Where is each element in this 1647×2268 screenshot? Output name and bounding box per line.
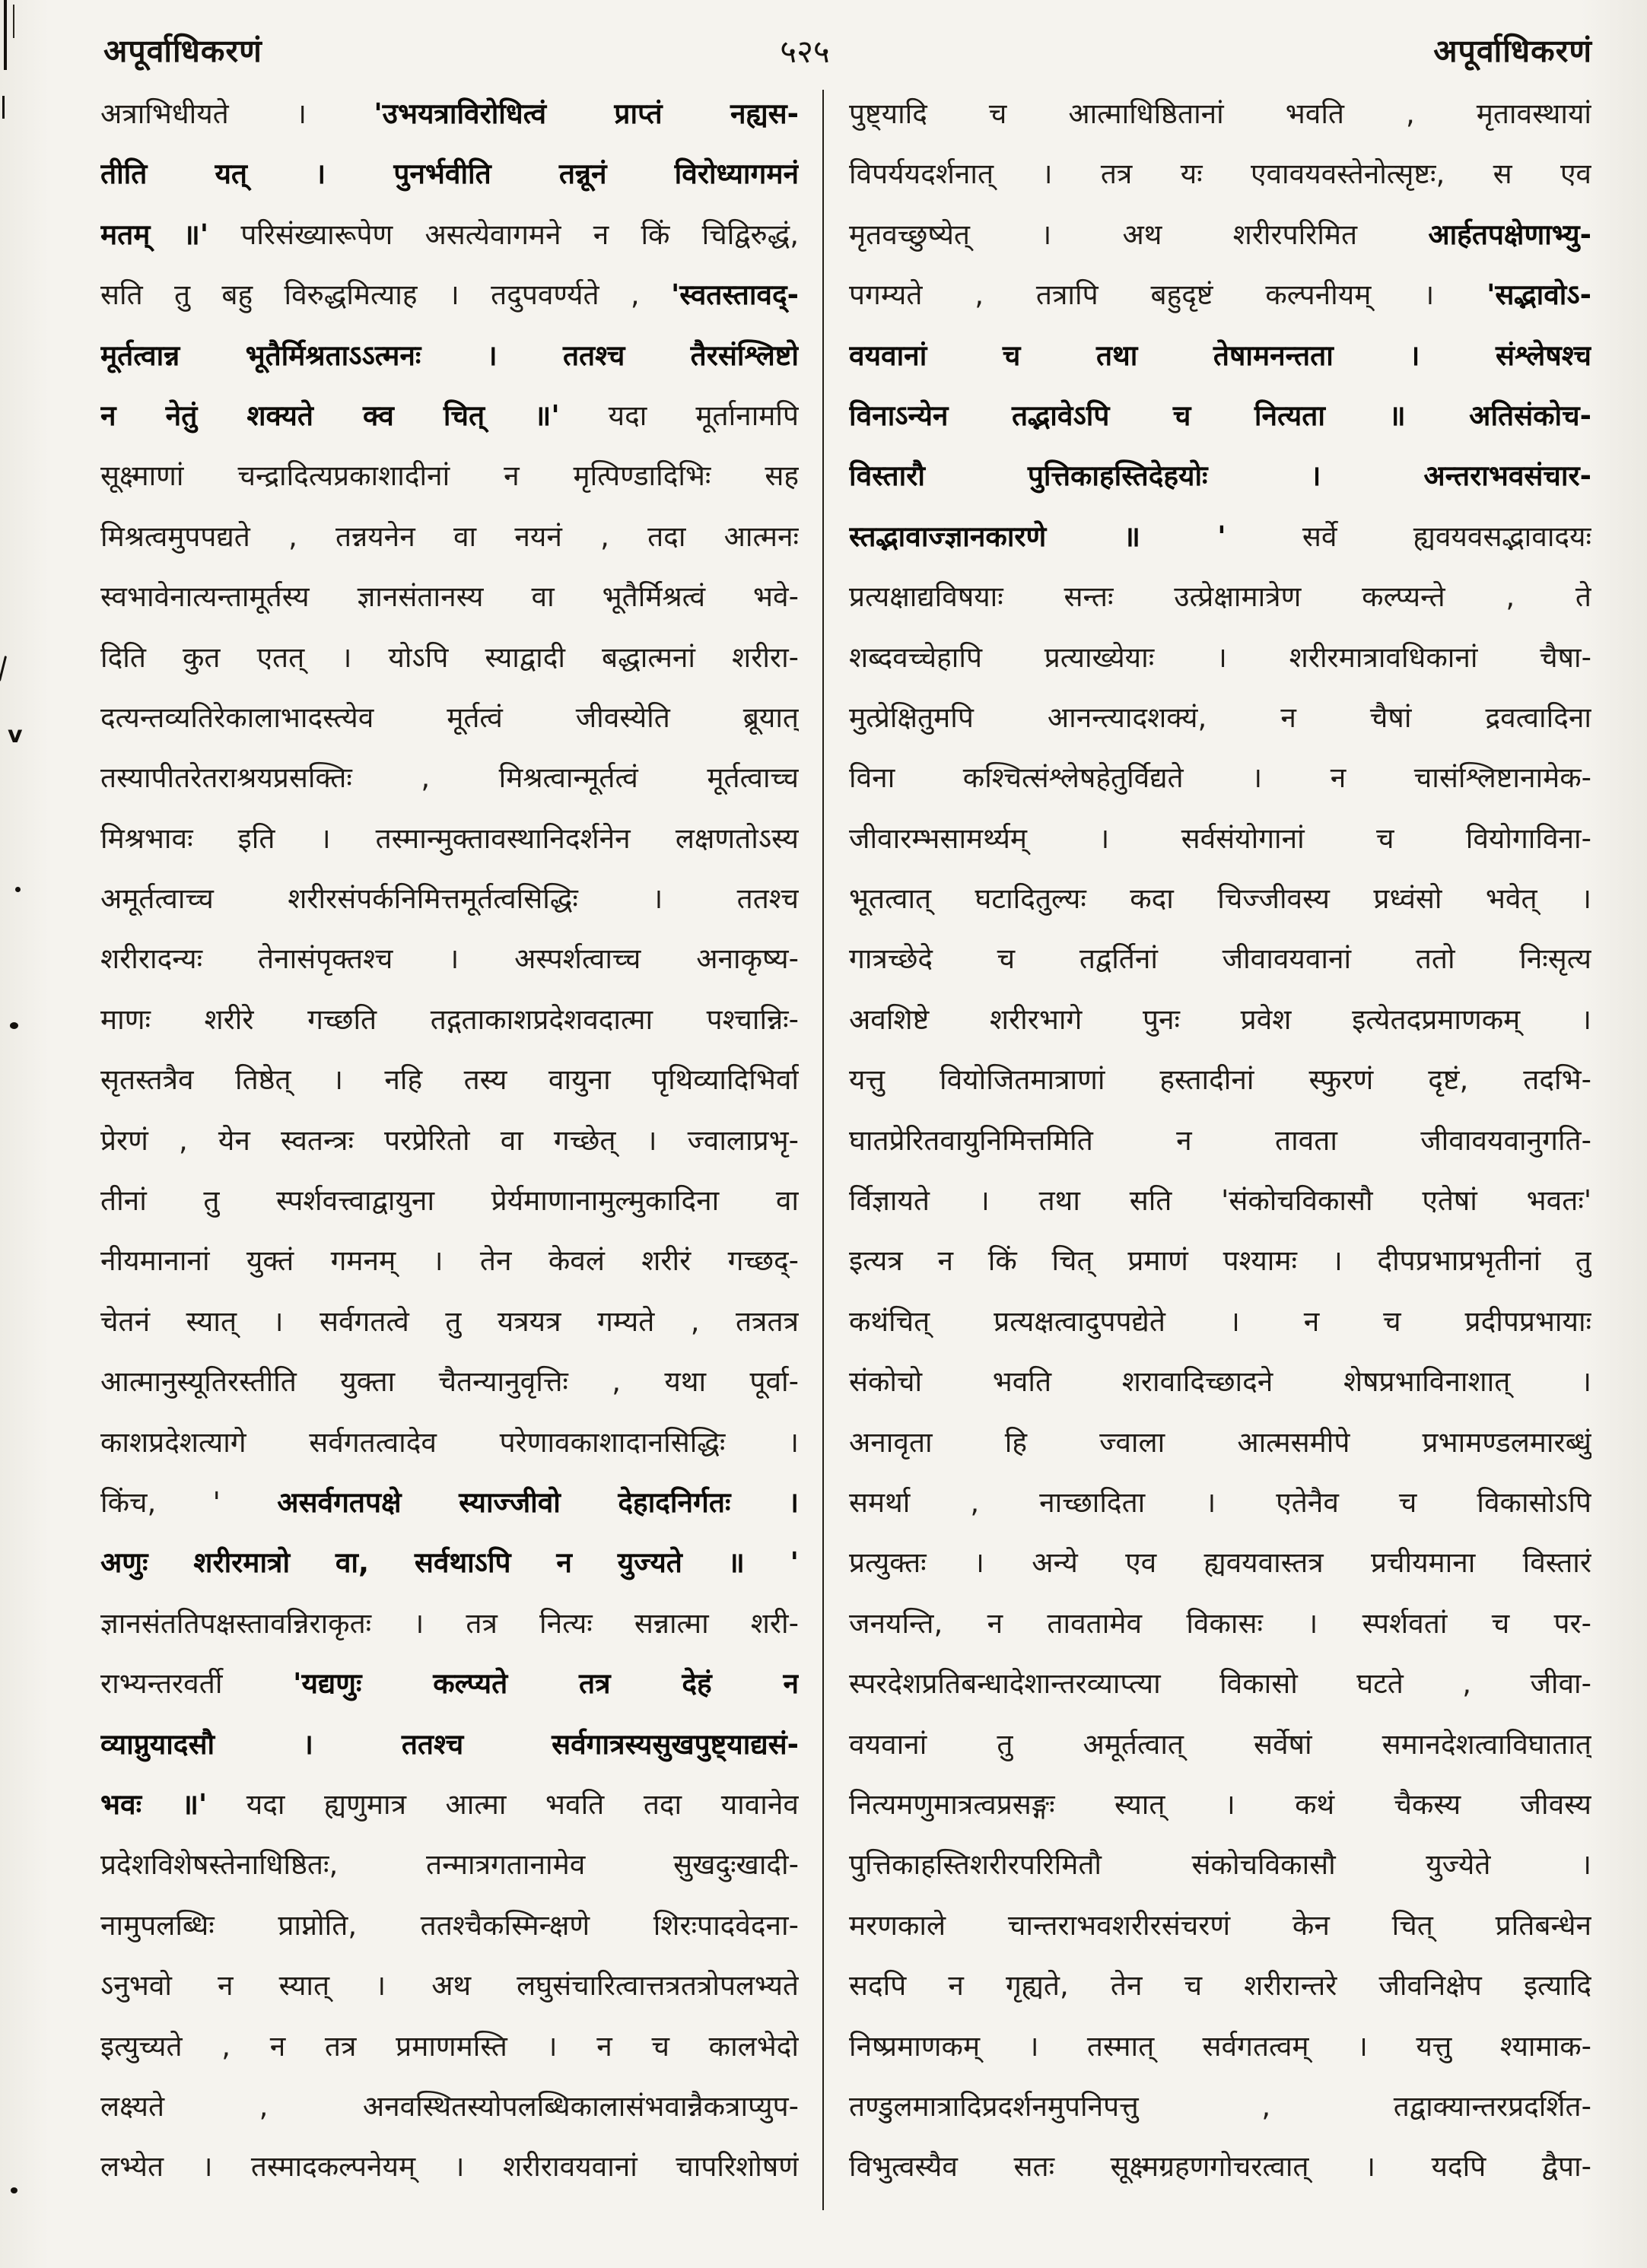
text-line: अत्राभिधीयते । 'उभयत्राविरोधित्वं प्राप्तं नह्यस- [100, 97, 799, 130]
text-line: निष्प्रमाणकम् । तस्मात् सर्वगतत्वम् । यत्तु श्यामाक- [849, 2029, 1591, 2063]
running-header-left: अपूर्वाधिकरणं [103, 33, 262, 69]
text-line: ऽनुभवो न स्यात् । अथ लघुसंचारित्वात्तत्रतत्रोपलभ्यते [100, 1969, 799, 2003]
text-line: न नेतुं शक्यते क्व चित् ॥' यदा मूर्तानामपि [100, 399, 799, 432]
text-line: आत्मानुस्यूतिरस्तीति युक्ता चैतन्यानुवृत्तिः , यथा पूर्वा- [100, 1365, 799, 1399]
text-line: मिश्रभावः इति । तस्मान्मुक्तावस्थानिदर्शनेन लक्षणतोऽस्य [100, 821, 799, 855]
text-line: समर्था , नाच्छादिता । एतेनैव च विकासोऽपि [849, 1485, 1591, 1519]
page-number: ५२५ [780, 33, 830, 70]
text-line: जनयन्ति, न तावतामेव विकासः । स्पर्शवतां च पर- [849, 1606, 1591, 1640]
text-line: लभ्येत । तस्मादकल्पनेयम् । शरीरावयवानां चापरिशोषणं [100, 2150, 799, 2184]
text-line: र्विज्ञायते । तथा सति 'संकोचविकासौ एतेषां भवतः' [849, 1184, 1591, 1218]
column-divider [822, 90, 824, 2210]
scan-artifact: v [8, 722, 23, 748]
text-line: गात्रच्छेदे च तद्वर्तिनां जीवावयवानां ततो निःसृत्य [849, 942, 1591, 976]
text-line: वयवानां च तथा तेषामनन्तता । संश्लेषश्च [849, 338, 1591, 372]
text-line: जीवारम्भसामर्थ्यम् । सर्वसंयोगानां च वियोगाविना- [849, 821, 1591, 855]
text-line: अमूर्तत्वाच्च शरीरसंपर्कनिमित्तमूर्तत्वसिद्धिः । ततश्च [100, 882, 799, 916]
left-column [100, 84, 799, 2197]
text-line: राभ्यन्तरवर्ती 'यद्यणुः कल्प्यते तत्र देहं न [100, 1667, 799, 1701]
text-line: माणः शरीरे गच्छति तद्गताकाशप्रदेशवदात्मा पश्चान्निः- [100, 1002, 799, 1036]
text-line: वयवानां तु अमूर्तत्वात् सर्वेषां समानदेशत्वाविघातात् [849, 1727, 1591, 1761]
text-line: सदपि न गृह्यते, तेन च शरीरान्तरे जीवनिक्षेप इत्यादि [849, 1969, 1591, 2003]
text-line: काशप्रदेशत्यागे सर्वगतत्वादेव परेणावकाशादानसिद्धिः । [100, 1425, 799, 1459]
text-line: प्रत्यक्षाद्यविषयाः सन्तः उत्प्रेक्षामात्रेण कल्प्यन्ते , ते [849, 580, 1591, 614]
text-line: दत्यन्तव्यतिरेकालाभादस्त्येव मूर्तत्वं जीवस्येति ब्रूयात् [100, 700, 799, 734]
scan-artifact [2, 96, 5, 119]
text-line: शरीरादन्यः तेनासंपृक्तश्च । अस्पर्शत्वाच्च अनाकृष्य- [100, 942, 799, 976]
text-line: अनावृता हि ज्वाला आत्मसमीपे प्रभामण्डलमारब्धुं [849, 1425, 1591, 1459]
scan-artifact [10, 1022, 18, 1029]
text-line: अणुः शरीरमात्रो वा, सर्वथाऽपि न युज्यते ॥ ' [100, 1546, 799, 1580]
text-line: विनाऽन्येन तद्भावेऽपि च नित्यता ॥ अतिसंकोच- [849, 399, 1591, 432]
scan-artifact [15, 887, 21, 892]
scan-artifact [11, 2187, 17, 2193]
text-line: नीयमानानां युक्तं गमनम् । तेन केवलं शरीरं गच्छद्- [100, 1244, 799, 1278]
text-line: तीति यत् । पुनर्भवीति तन्नूनं विरोध्यागमनं [100, 157, 799, 191]
text-line: मूर्तत्वान्न भूतैर्मिश्रताऽऽत्मनः । ततश्च तैरसंश्लिष्टो [100, 338, 799, 372]
text-line: इत्यत्र न किं चित् प्रमाणं पश्यामः । दीपप्रभाप्रभृतीनां तु [849, 1244, 1591, 1278]
text-line: तीनां तु स्पर्शवत्त्वाद्वायुना प्रेर्यमाणानामुल्मुकादिना वा [100, 1184, 799, 1218]
text-line: विना कश्चित्संश्लेषहेतुर्विद्यते । न चासंश्लिष्टानामेक- [849, 761, 1591, 795]
text-line: अवशिष्टे शरीरभागे पुनः प्रवेश इत्येतदप्रमाणकम् । [849, 1002, 1591, 1036]
text-line: तण्डुलमात्रादिप्रदर्शनमुपनिपत्तु , तद्वाक्यान्तरप्रदर्शित- [849, 2089, 1591, 2123]
text-line: कथंचित् प्रत्यक्षत्वादुपपद्येते । न च प्रदीपप्रभायाः [849, 1304, 1591, 1338]
scan-artifact [0, 656, 7, 681]
text-line: मतम् ॥' परिसंख्यारूपेण असत्येवागमने न किं चिद्विरुद्धं, [100, 218, 799, 251]
text-line: स्परदेशप्रतिबन्धादेशान्तरव्याप्त्या विकासो घटते , जीवा- [849, 1667, 1591, 1701]
text-line: विस्तारौ पुत्तिकाहस्तिदेहयोः । अन्तराभवसंचार- [849, 459, 1591, 493]
text-line: भवः ॥' यदा ह्यणुमात्र आत्मा भवति तदा यावानेव [100, 1787, 799, 1821]
text-line: पुष्ट्यादि च आत्माधिष्ठितानां भवति , मृतावस्थायां [849, 97, 1591, 130]
text-line: विभुत्वस्यैव सतः सूक्ष्मग्रहणगोचरत्वात् । यदपि द्वैपा- [849, 2150, 1591, 2184]
text-line: व्याप्नुयादसौ । ततश्च सर्वगात्रस्यसुखपुष्ट्याद्यसं- [100, 1727, 799, 1761]
text-line: इत्युच्यते , न तत्र प्रमाणमस्ति । न च कालभेदो [100, 2029, 799, 2063]
running-header-right: अपूर्वाधिकरणं [1433, 33, 1592, 69]
text-line: विपर्ययदर्शनात् । तत्र यः एवावयवस्तेनोत्सृष्टः, स एव [849, 157, 1591, 191]
text-line: नामुपलब्धिः प्राप्नोति, ततश्चैकस्मिन्क्षणे शिरःपादवेदना- [100, 1908, 799, 1942]
text-line: प्रत्युक्तः । अन्ये एव ह्यवयवास्तत्र प्रचीयमाना विस्तारं [849, 1546, 1591, 1580]
text-line: घातप्रेरितवायुनिमित्तमिति न तावता जीवावयवानुगति- [849, 1123, 1591, 1157]
text-line: मुत्प्रेक्षितुमपि आनन्त्यादशक्यं, न चैषां द्रवत्वादिना [849, 700, 1591, 734]
text-line: मिश्रत्वमुपपद्यते , तन्नयनेन वा नयनं , तदा आत्मनः [100, 519, 799, 553]
right-column [849, 84, 1591, 2197]
text-line: मृतवच्छुष्येत् । अथ शरीरपरिमित आर्हतपक्षेणाभ्यु- [849, 218, 1591, 251]
text-line: लक्ष्यते , अनवस्थितस्योपलब्धिकालासंभवान्नैकत्राप्युप- [100, 2089, 799, 2123]
text-line: किंच, ' असर्वगतपक्षे स्याज्जीवो देहादनिर्गतः । [100, 1485, 799, 1519]
text-line: स्तद्भावाज्ज्ञानकारणे ॥ ' सर्वे ह्यवयवसद्भावादयः [849, 519, 1591, 553]
text-line: दिति कुत एतत् । योऽपि स्याद्वादी बद्धात्मनां शरीरा- [100, 640, 799, 674]
text-line: नित्यमणुमात्रत्वप्रसङ्गः स्यात् । कथं चैकस्य जीवस्य [849, 1787, 1591, 1821]
text-line: सूक्ष्माणां चन्द्रादित्यप्रकाशादीनां न मृत्पिण्डादिभिः सह [100, 459, 799, 493]
text-line: संकोचो भवति शरावादिच्छादने शेषप्रभाविनाशात् । [849, 1365, 1591, 1399]
text-line: चेतनं स्यात् । सर्वगतत्वे तु यत्रयत्र गम्यते , तत्रतत्र [100, 1304, 799, 1338]
text-line: सति तु बहु विरुद्धमित्याह । तदुपवर्ण्यते , 'स्वतस्तावद्- [100, 278, 799, 312]
text-line: पगम्यते , तत्रापि बहुदृष्टं कल्पनीयम् । 'सद्भावोऽ- [849, 278, 1591, 312]
text-line: तस्यापीतरेतराश्रयप्रसक्तिः , मिश्रत्वान्मूर्तत्वं मूर्तत्वाच्च [100, 761, 799, 795]
text-line: प्रदेशविशेषस्तेनाधिष्ठितः, तन्मात्रगतानामेव सुखदुःखादी- [100, 1848, 799, 1882]
text-line: भूतत्वात् घटादितुल्यः कदा चिज्जीवस्य प्रध्वंसो भवेत् । [849, 882, 1591, 916]
text-line: पुत्तिकाहस्तिशरीरपरिमितौ संकोचविकासौ युज्येते । [849, 1848, 1591, 1882]
text-line: यत्तु वियोजितमात्राणां हस्तादीनां स्फुरणं दृष्टं, तदभि- [849, 1063, 1591, 1097]
text-line: ज्ञानसंततिपक्षस्तावन्निराकृतः । तत्र नित्यः सन्नात्मा शरी- [100, 1606, 799, 1640]
text-line: सृतस्तत्रैव तिष्ठेत् । नहि तस्य वायुना पृथिव्यादिभिर्वा [100, 1063, 799, 1097]
text-line: स्वभावेनात्यन्तामूर्तस्य ज्ञानसंतानस्य वा भूतैर्मिश्रत्वं भवे- [100, 580, 799, 614]
page-header [0, 29, 1647, 75]
text-line: मरणकाले चान्तराभवशरीरसंचरणं केन चित् प्रतिबन्धेन [849, 1908, 1591, 1942]
text-line: प्रेरणं , येन स्वतन्त्रः परप्रेरितो वा गच्छेत् । ज्वालाप्रभृ- [100, 1123, 799, 1157]
text-line: शब्दवच्चेहापि प्रत्याख्येयाः । शरीरमात्रावधिकानां चैषा- [849, 640, 1591, 674]
